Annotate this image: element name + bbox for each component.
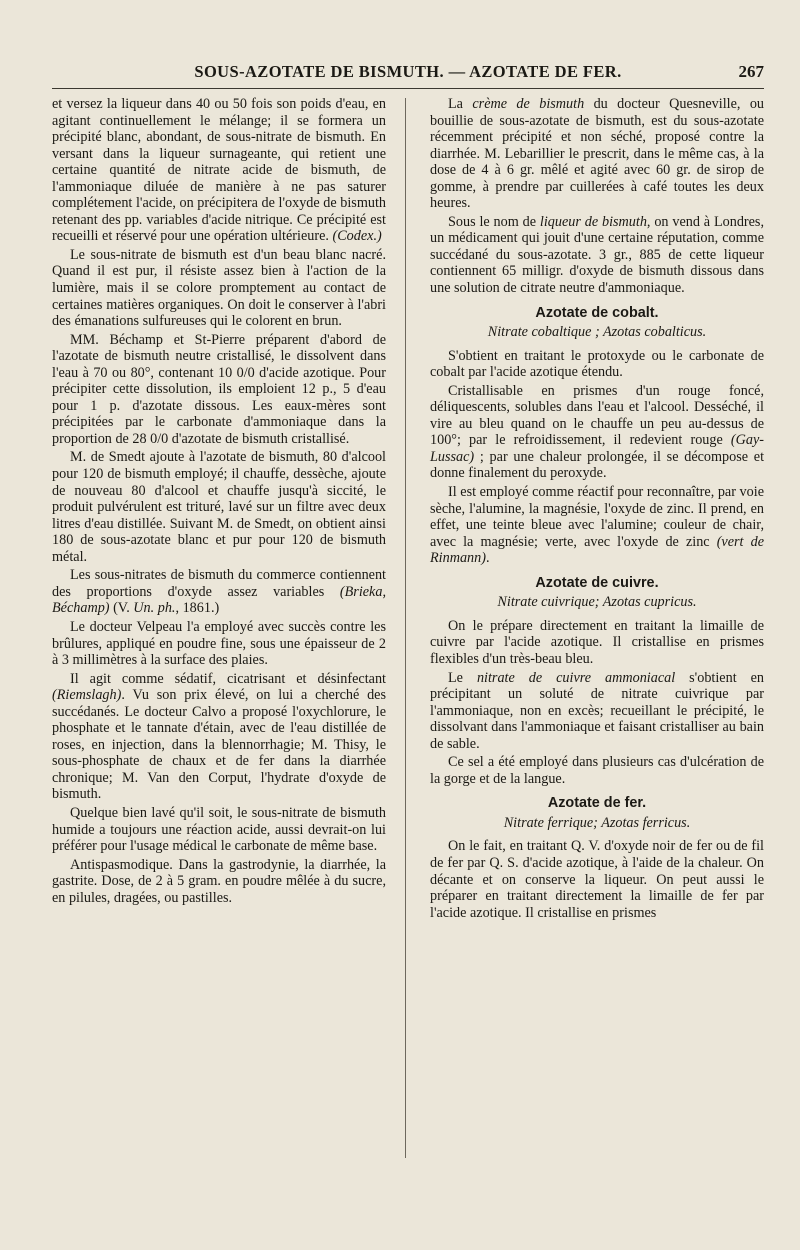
reference: Un. ph. xyxy=(133,600,176,617)
page-number: 267 xyxy=(738,62,764,81)
citation: (vert de Rinmann) xyxy=(430,533,764,567)
paragraph: Il est employé comme réactif pour reconnaître, par voie sèche, l'alumine, la magnésie, l'oxyde de zinc. Il prend, en effet, une teinte bleue avec l'alumine; couleur de chair, avec la magnésie; verte, avec l'oxyde de zinc (vert de Rinmann). xyxy=(430,484,764,567)
paragraph: Il agit comme sédatif, cicatrisant et désinfectant (Riemslagh). Vu son prix élevé, on lui a cherché des succédanés. Le docteur Calvo a proposé l'oxychlorure, le phosphate et le tannate d'étain, avec de l'eau distillée de roses, en injection, dans la blennorrhagie; M. Thisy, le sous-phosphate de chaux et de fer dans la diarrhée chronique; M. Van den Corput, l'hydrate d'oxyde de bismuth. xyxy=(52,670,386,803)
emphasis: liqueur de bismuth xyxy=(539,213,647,230)
running-title: SOUS-AZOTATE DE BISMUTH. — AZOTATE DE FER. xyxy=(194,62,622,81)
paragraph: Quelque bien lavé qu'il soit, le sous-nitrate de bismuth humide a toujours une réaction acide, aussi devrait-on lui préférer pour l'usage médical le carbonate de même base. xyxy=(52,804,386,855)
paragraph: Le nitrate de cuivre ammoniacal s'obtient en précipitant un soluté de nitrate cuivrique par l'ammoniaque, non en excès; recueillant le précipité, le dissolvant dans l'ammoniaque et faisant cristalliser au bain de sable. xyxy=(430,669,765,752)
citation: (Brieka, Béchamp) xyxy=(52,583,386,617)
paragraph: M. de Smedt ajoute à l'azotate de bismuth, 80 d'alcool pour 120 de bismuth employé; il chauffe, dessèche, ajoute de nouveau 80 d'alcool et chauffe jusqu'à siccité, le produit pulvérulent est trituré, lavé sur un filtre avec deux litres d'eau distillée. Suivant M. de Smedt, on obtient ainsi 180 de sous-azotate blanc et pur pour 120 de bismuth métal. xyxy=(52,449,386,565)
paragraph: Cristallisable en prismes d'un rouge foncé, déliquescents, solubles dans l'eau et l'alcool. Desséché, il vire au bleu quand on le chauffe un peu au-dessus de 100°; par le refroidissement, il redevient rouge (Gay-Lussac) ; par une chaleur prolongée, il se décompose et donne finalement du peroxyde. xyxy=(430,382,765,482)
emphasis: crème de bismuth xyxy=(472,96,585,112)
paragraph: Ce sel a été employé dans plusieurs cas d'ulcération de la gorge et de la langue. xyxy=(430,754,764,787)
citation: (Codex.) xyxy=(332,228,382,245)
paragraph: et versez la liqueur dans 40 ou 50 fois son poids d'eau, en agitant continuellement le mélange; il se formera un précipité blanc, abondant, de sous-nitrate de bismuth. En versant dans la liqueur surnageante, qui retient une certaine quantité de nitrate acide de bismuth, de l'ammoniaque diluée de manière à ne pas saturer complétement l'acide, on précipitera de l'oxyde de bismuth retenant des pp. variables d'acide nitrique. Ce précipité est recueilli et réservé pour une opération ultérieure. (Codex.) xyxy=(52,96,386,245)
synonyms-fer: Nitrate ferrique; Azotas ferricus. xyxy=(503,814,691,831)
paragraph: Antispasmodique. Dans la gastrodynie, la diarrhée, la gastrite. Dose, de 2 à 5 gram. en poudre mêlée à du sucre, en pilules, dragées, ou pastilles. xyxy=(52,856,386,906)
paragraph: Le docteur Velpeau l'a employé avec succès contre les brûlures, appliqué en poudre fine, sous une épaisseur de 2 à 3 millimètres à la surface des plaies. xyxy=(52,618,386,669)
paragraph: Le sous-nitrate de bismuth est d'un beau blanc nacré. Quand il est pur, il résiste assez bien à l'action de la lumière, mais il se colore promptement au contact de certaines matières organiques. On doit le conserver à l'abri des émanations sulfureuses qui le colorent en brun. xyxy=(52,246,386,330)
header-rule xyxy=(52,88,764,89)
running-header xyxy=(52,62,764,84)
section-heading-cobalt: Azotate de cobalt. xyxy=(535,304,659,321)
paragraph: La crème de bismuth du docteur Quesneville, ou bouillie de sous-azotate de bismuth, est du sous-azotate récemment précipité et non séché, proposé contre la diarrhée. M. Lebarillier le prescrit, dans le même cas, à la dose de 4 à 6 gr. mêlé et agité avec 60 gr. de sirop de gomme, à prendre par cuillerées à café toutes les deux heures. xyxy=(430,96,765,212)
citation: (Riemslagh) xyxy=(52,687,122,704)
paragraph: Les sous-nitrates de bismuth du commerce contiennent des proportions d'oxyde assez variables (Brieka, Béchamp) (V. Un. ph., 1861.) xyxy=(52,567,386,617)
left-column xyxy=(52,96,386,908)
paragraph: S'obtient en traitant le protoxyde ou le carbonate de cobalt par l'acide azotique étendu. xyxy=(430,347,764,381)
paragraph: Sous le nom de liqueur de bismuth, on vend à Londres, un médicament qui jouit d'une certaine réputation, comme succédané du sous-azotate. 3 gr., 885 de cette liqueur contiennent 65 milligr. d'oxyde de bismuth dissous dans une solution de citrate neutre d'ammoniaque. xyxy=(430,213,765,297)
paragraph: MM. Béchamp et St-Pierre préparent d'abord de l'azotate de bismuth neutre cristallisé, le dissolvent dans l'eau à 70 ou 80°, contenant 10 0/0 d'acide azotique. Pour précipiter cette dissolution, ils emploient 12 p., 5 d'eau pour 1 p. d'azotate dissous. Les eaux-mères sont précipitées par le carbonate d'ammoniaque dans la proportion de 28 0/0 d'azotate de bismuth cristallisé. xyxy=(52,331,386,447)
column-divider xyxy=(405,98,406,1158)
citation: (Gay-Lussac) xyxy=(430,432,765,465)
synonyms-cuivre: Nitrate cuivrique; Azotas cupricus. xyxy=(497,594,697,611)
section-heading-cuivre: Azotate de cuivre. xyxy=(535,574,659,591)
paragraph: On le fait, en traitant Q. V. d'oxyde noir de fer ou de fil de fer par Q. S. d'acide azotique, à l'aide de la chaleur. On décante et on conserve la liqueur. On peut aussi le préparer en traitant directement la limaille de fer par l'acide azotique. Il cristallise en prismes xyxy=(430,838,764,921)
right-column xyxy=(430,96,764,923)
synonyms-cobalt: Nitrate cobaltique ; Azotas cobalticus. xyxy=(487,324,707,341)
emphasis: nitrate de cuivre ammoniacal xyxy=(476,669,676,686)
paragraph: On le prépare directement en traitant la limaille de cuivre par l'acide azotique. Il cristallise en prismes flexibles d'un très-beau bleu. xyxy=(430,617,764,667)
section-heading-fer: Azotate de fer. xyxy=(547,795,647,812)
